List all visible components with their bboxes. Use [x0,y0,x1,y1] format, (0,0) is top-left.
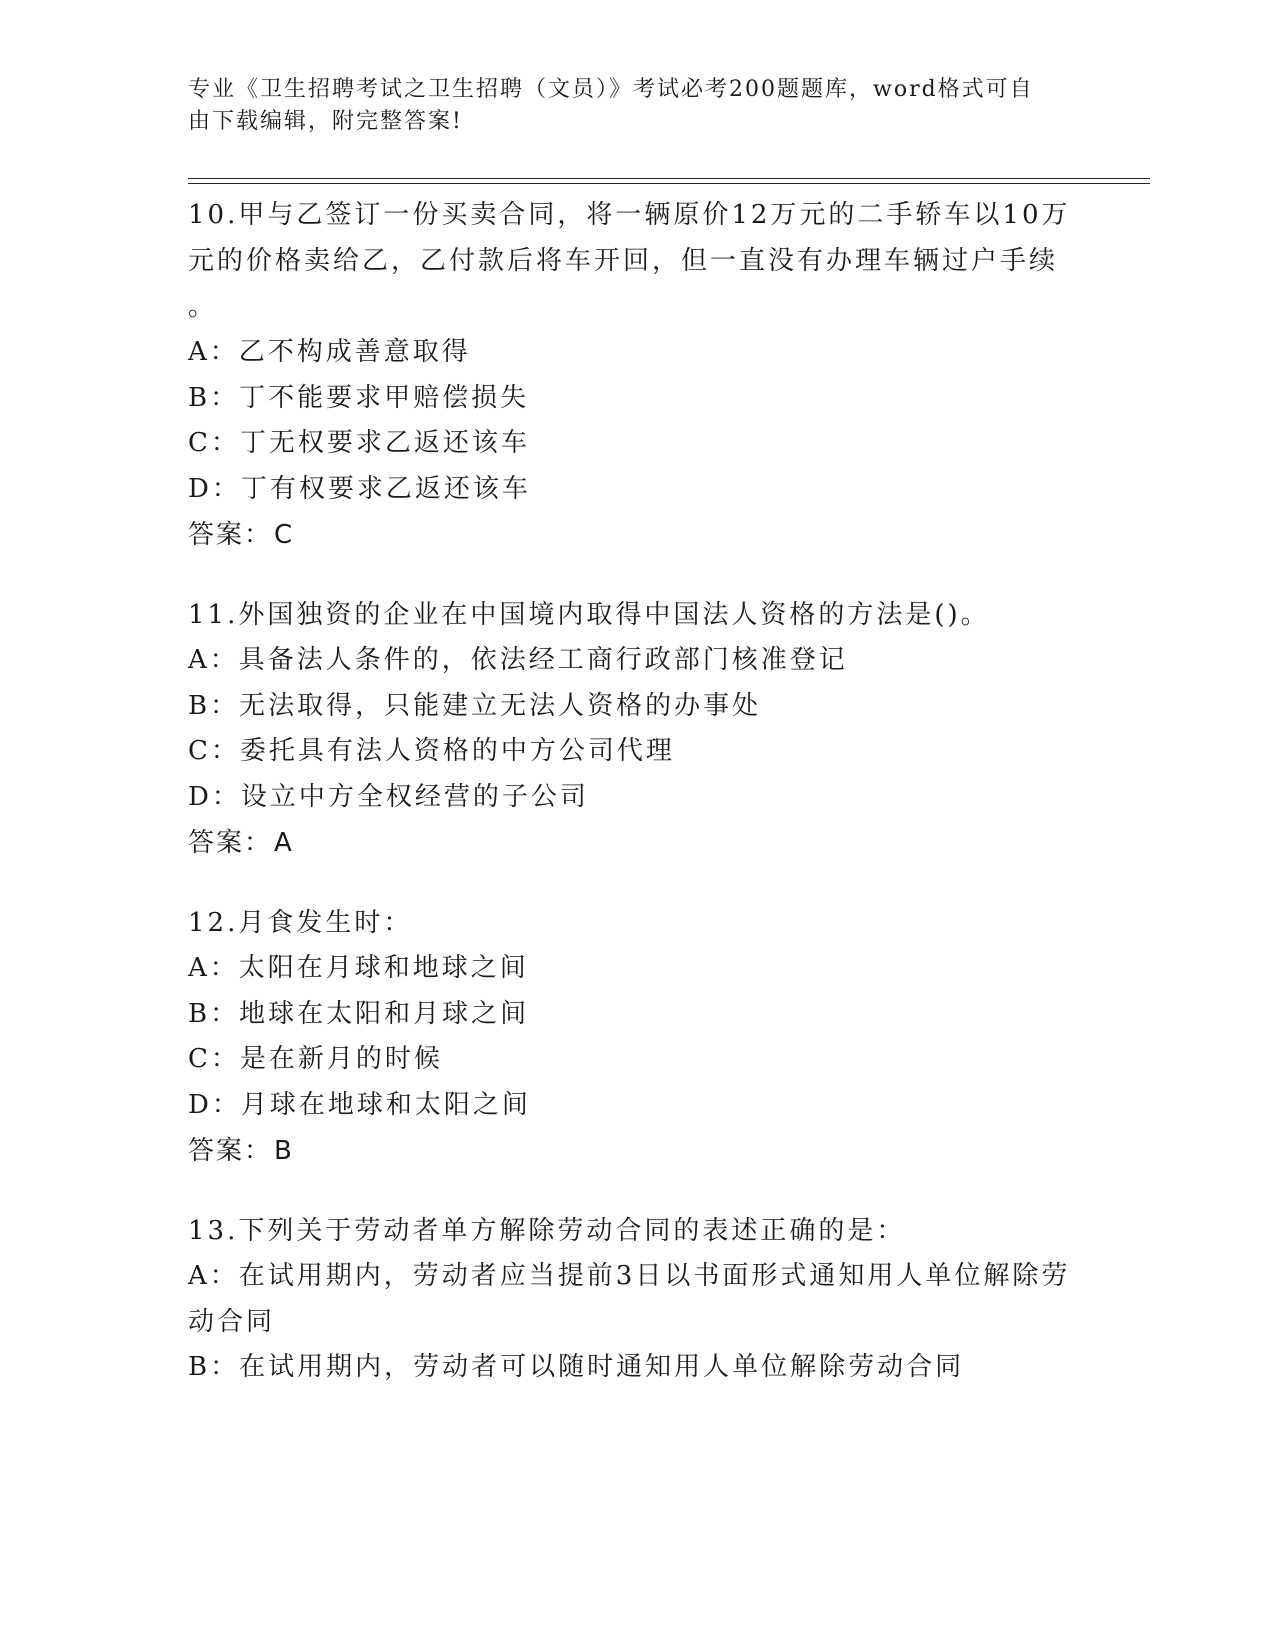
option-a: A：具备法人条件的，依法经工商行政部门核准登记 [188,645,848,675]
answer-label: 答案： [188,1136,273,1166]
option-a: A：在试用期内，劳动者应当提前3日以书面形式通知用人单位解除劳 [188,1261,1071,1291]
option-b: B：丁不能要求甲赔偿损失 [188,382,530,413]
header-rule-top [188,178,1150,179]
option-c: C：丁无权要求乙返还该车 [188,428,530,458]
question-11 [188,592,1088,866]
question-stem-line: 元的价格卖给乙，乙付款后将车开回，但一直没有办理车辆过户手续 [188,246,1059,276]
document-header [188,74,1068,138]
option-a-continued: 动合同 [188,1306,276,1337]
question-12 [188,900,1088,1174]
question-stem-line: 10.甲与乙签订一份买卖合同，将一辆原价12万元的二手轿车以10万 [188,200,1071,230]
option-b: B：无法取得，只能建立无法人资格的办事处 [188,690,762,721]
option-d: D：丁有权要求乙返还该车 [188,473,531,504]
question-list [188,192,1088,1425]
header-rule-bottom [188,183,1150,184]
option-b: B：在试用期内，劳动者可以随时通知用人单位解除劳动合同 [188,1352,965,1382]
answer-label: 答案： [188,520,273,550]
question-stem-line: 13.下列关于劳动者单方解除劳动合同的表述正确的是： [188,1216,906,1246]
option-c: C：委托具有法人资格的中方公司代理 [188,736,675,766]
option-b: B：地球在太阳和月球之间 [188,998,530,1029]
answer-value: A [274,828,294,858]
option-a: A：乙不构成善意取得 [188,337,471,367]
answer-value: B [274,1136,294,1166]
header-line-1: 专业《卫生招聘考试之卫生招聘（文员）》考试必考200题题库，word格式可自 [188,77,1034,102]
answer-line [188,1128,1088,1174]
question-13 [188,1208,1088,1391]
option-d: D：设立中方全权经营的子公司 [188,781,589,812]
question-stem-line: 11.外国独资的企业在中国境内取得中国法人资格的方法是()。 [188,600,990,630]
answer-label: 答案： [188,828,273,858]
answer-value: C [274,520,295,550]
option-c: C：是在新月的时候 [188,1044,443,1074]
answer-line [188,820,1088,866]
question-10 [188,192,1088,558]
question-stem-line: 12.月食发生时： [188,908,413,938]
option-d: D：月球在地球和太阳之间 [188,1089,531,1120]
question-stem-line: 。 [188,292,218,322]
answer-line [188,512,1088,558]
option-a: A：太阳在月球和地球之间 [188,953,529,983]
header-line-2: 由下载编辑，附完整答案! [188,109,463,134]
